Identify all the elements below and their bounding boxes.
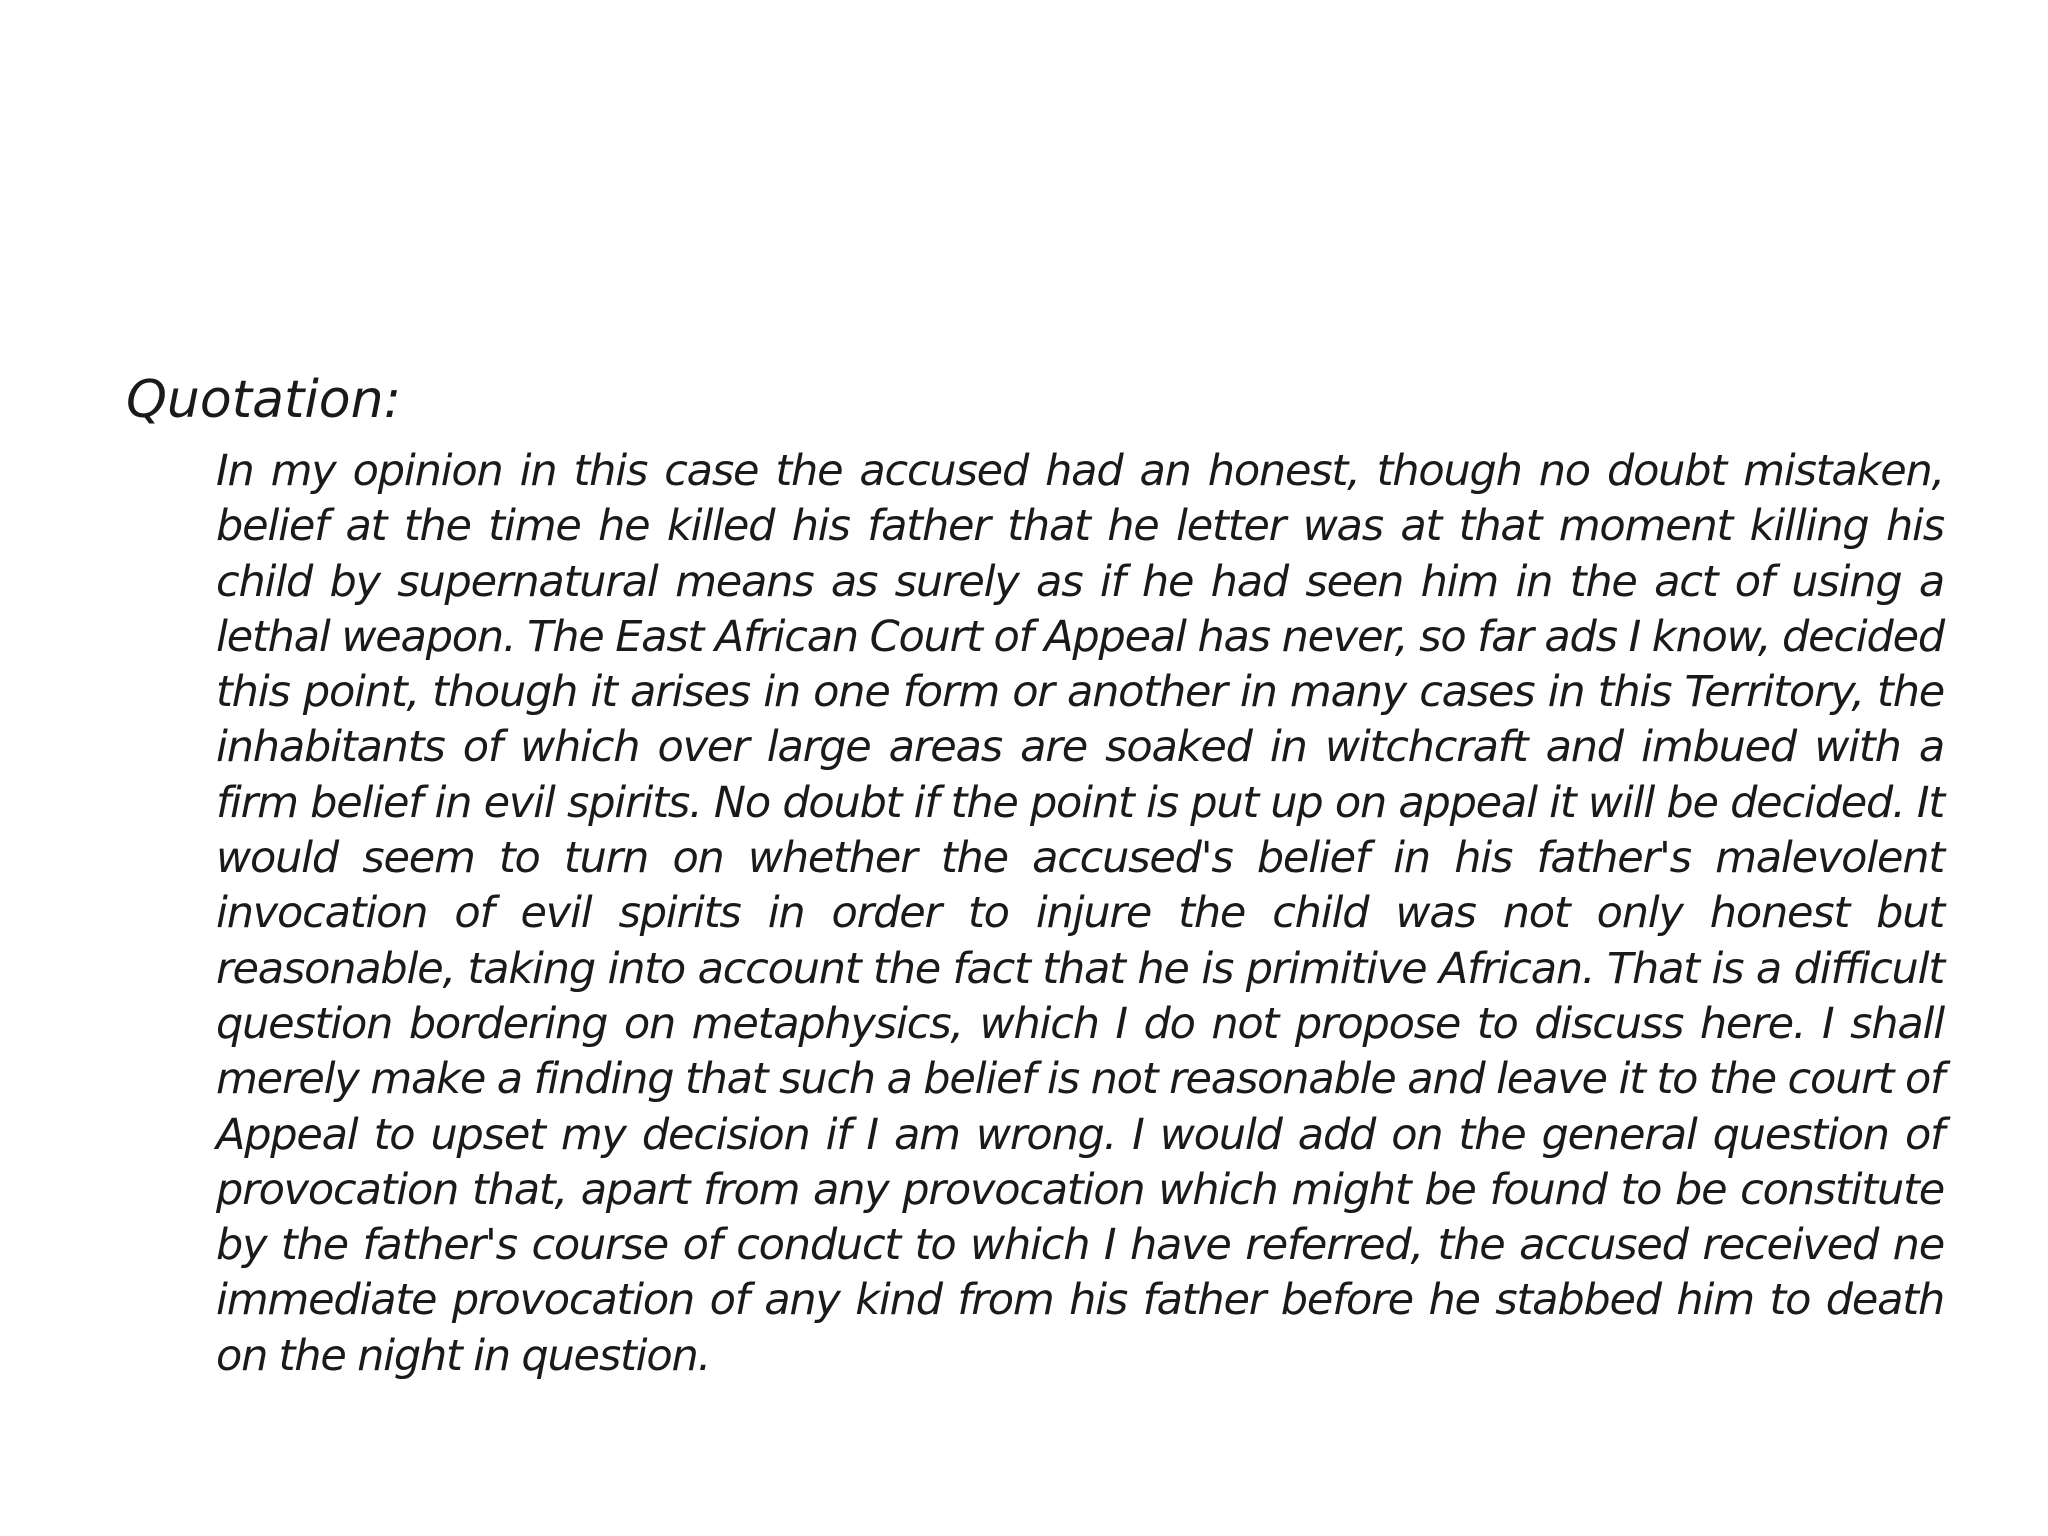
quotation-heading: Quotation: [126, 370, 402, 430]
quotation-text: In my opinion in this case the accused had an honest, though no doubt mistaken, belief at the time he killed his father that he letter was at that moment killing his child by supernatural means as surely as if he had seen him in the act of using a lethal weapon. The East African Court of Appeal has never, so far ads I know, decided this point, though it arises in one form or another in many cases in this Territory, the inhabitants of which over large areas are soaked in witchcraft and imbued with a firm belief in evil spirits. No doubt if the point is put up on appeal it will be decided. It would seem to turn on whether the accused's belief in his father's malevolent invocation of evil spirits in order to injure the child was not only honest but reasonable, taking into account the fact that he is primitive African. That is a difficult question bordering on metaphysics, which I do not propose to discuss here. I shall merely make a finding that such a belief is not reasonable and leave it to the court of Appeal to upset my decision if I am wrong. I would add on the general question of provocation that, apart from any provocation which might be found to be constitute by the father's course of conduct to which I have referred, the accused received ne immediate provocation of any kind from his father before he stabbed him to death on the night in question. [216, 446, 1944, 1381]
